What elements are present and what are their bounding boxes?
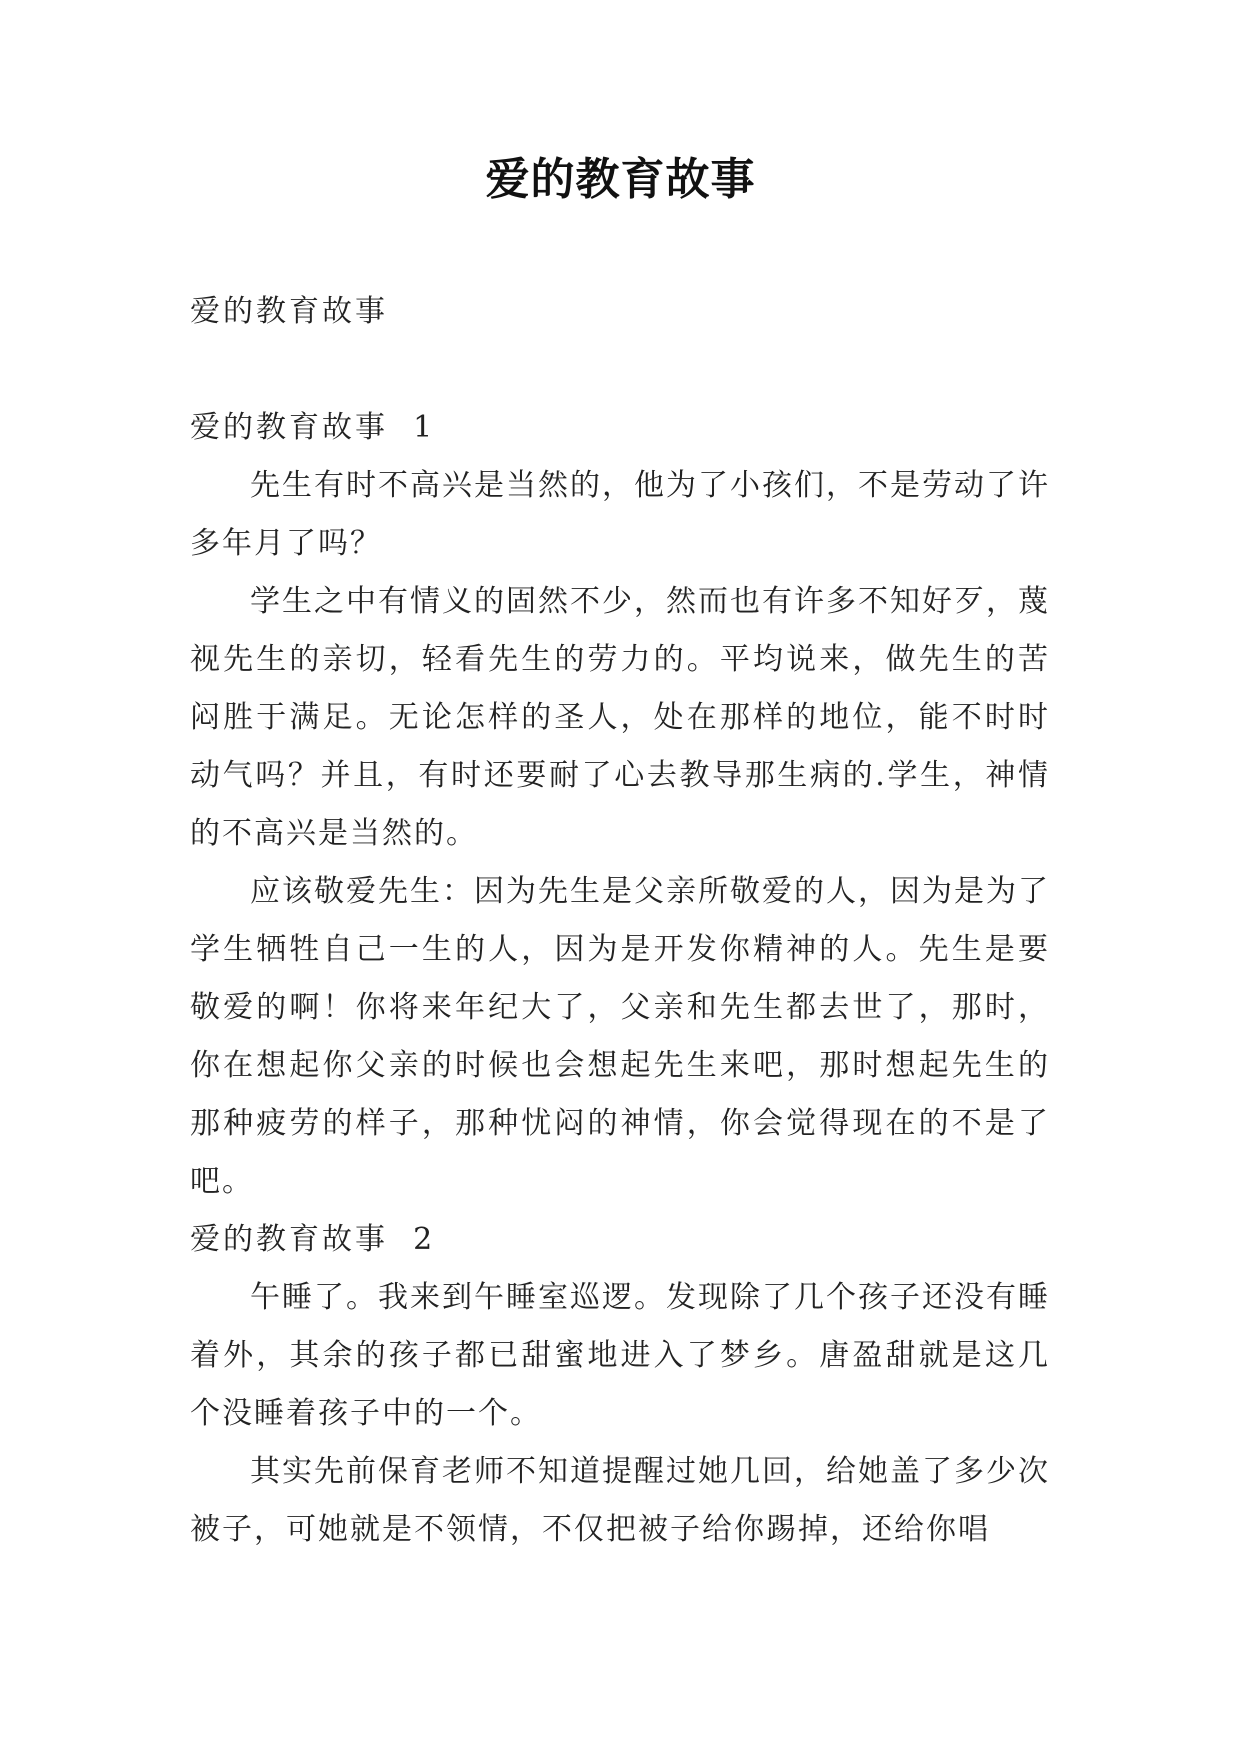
document-title: 爱的教育故事: [485, 154, 756, 205]
paragraph: 应该敬爱先生：因为先生是父亲所敬爱的人，因为是为了学生牺牲自己一生的人，因为是开发你精神的人。先生是要敬爱的啊！你将来年纪大了，父亲和先生都去世了，那时，你在想起你父亲的时候也会想起先生来吧，那时想起先生的那种疲劳的样子，那种忧闷的神情，你会觉得现在的不是了吧。: [190, 874, 1050, 1199]
section-heading: 爱的教育故事 1: [190, 410, 436, 445]
document-subtitle: 爱的教育故事: [190, 294, 388, 329]
section-heading: 爱的教育故事 2: [190, 1222, 436, 1257]
paragraph: 午睡了。我来到午睡室巡逻。发现除了几个孩子还没有睡着外，其余的孩子都已甜蜜地进入了梦乡。唐盈甜就是这几个没睡着孩子中的一个。: [190, 1280, 1050, 1431]
story-section-1: [190, 399, 1050, 1211]
paragraph: 学生之中有情义的固然不少，然而也有许多不知好歹，蔑视先生的亲切，轻看先生的劳力的。平均说来，做先生的苦闷胜于满足。无论怎样的圣人，处在那样的地位，能不时时动气吗？并且，有时还要耐了心去教导那生病的.学生，神情的不高兴是当然的。: [190, 584, 1050, 851]
paragraph: 先生有时不高兴是当然的，他为了小孩们，不是劳动了许多年月了吗？: [190, 468, 1050, 561]
paragraph: 其实先前保育老师不知道提醒过她几回，给她盖了多少次被子，可她就是不领情，不仅把被子给你踢掉，还给你唱: [190, 1454, 1050, 1547]
story-section-2: [190, 1211, 1050, 1559]
document-body: [190, 283, 1050, 1559]
